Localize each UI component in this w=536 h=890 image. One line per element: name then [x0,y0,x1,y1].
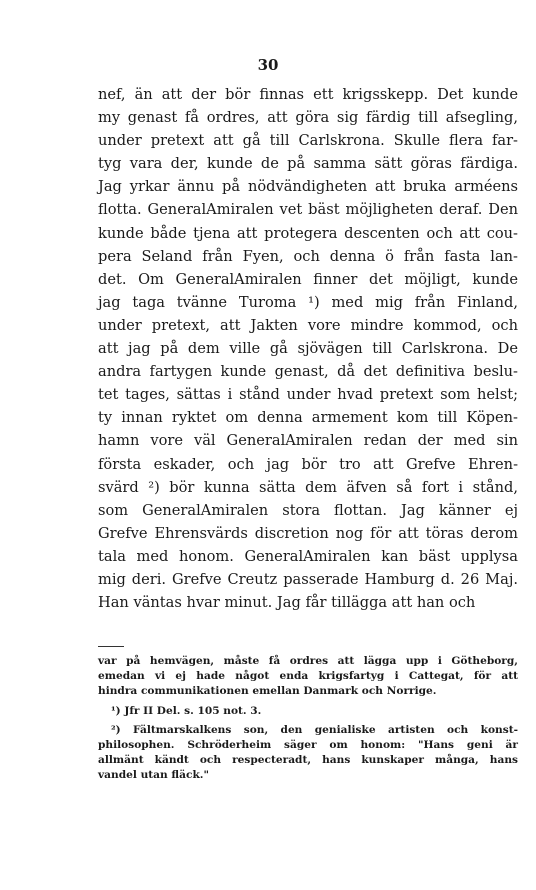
text-line: första eskader, och jag bör tro att Grefve Ehren- [98,455,518,473]
body-text [98,83,518,614]
text-line: under pretext att gå till Carlskrona. Skulle flera far- [98,132,518,150]
text-line: tala med honom. GeneralAmiralen kan bäst upplysa [98,547,518,565]
footnote-line: allmänt kändt och respecteradt, hans kunskaper många, hans [98,754,518,767]
text-line: tet tages, sättas i stånd under hvad pretext som helst; [98,386,518,404]
footnote-line: philosophen. Schröderheim säger om honom: "Hans geni är [98,738,518,751]
text-line: mig deri. Grefve Creutz passerade Hamburg d. 26 Maj. [98,570,518,588]
text-line: att jag på dem ville gå sjövägen till Carlskrona. De [98,340,518,358]
footnote-line: hindra communikationen emellan Danmark och Norrige. [98,685,437,698]
text-line: my genast få ordres, att göra sig färdig till afsegling, [98,109,518,127]
page-number: 30 [257,56,279,74]
footnote-line: var på hemvägen, måste få ordres att lägga upp i Götheborg, [98,655,518,667]
text-line: det. Om GeneralAmiralen finner det möjligt, kunde [98,270,518,288]
footnote-rule [98,646,124,647]
text-line: kunde både tjena att protegera descenten och att cou- [98,224,518,242]
footnote-line: vandel utan fläck." [98,769,209,782]
text-line: Grefve Ehrensvärds discretion nog för att töras derom [98,524,518,542]
text-line: pera Seland från Fyen, och denna ö från fasta lan- [98,247,518,265]
text-line: flotta. GeneralAmiralen vet bäst möjligheten deraf. Den [98,201,518,219]
text-line: under pretext, att Jakten vore mindre kommod, och [98,316,518,334]
text-line: jag taga tvänne Turoma ¹) med mig från Finland, [98,293,518,311]
text-line: svärd ²) bör kunna sätta dem äfven så fort i stånd, [98,478,518,496]
text-line: som GeneralAmiralen stora flottan. Jag känner ej [98,501,518,519]
text-line: tyg vara der, kunde de på samma sätt göras färdiga. [98,155,518,173]
footnote-1: ¹) Jfr II Del. s. 105 not. 3. [111,704,262,717]
footnote-line: emedan vi ej hade något enda krigsfartyg i Cattegat, för att [98,670,518,683]
text-line: nef, än att der bör finnas ett krigsskepp. Det kunde [98,86,518,103]
text-line: Jag yrkar ännu på nödvändigheten att bruka arméens [98,178,518,196]
footnote-2: ²) Fältmarskalkens son, den genialiske artisten och konst- [111,723,518,736]
text-line: hamn vore väl GeneralAmiralen redan der med sin [98,432,518,450]
text-line: andra fartygen kunde genast, då det definitiva beslu- [98,363,518,381]
text-line: ty innan ryktet om denna armement kom till Köpen- [98,409,518,427]
text-line: Han väntas hvar minut. Jag får tillägga att han och [98,594,476,612]
footnotes [98,654,518,784]
